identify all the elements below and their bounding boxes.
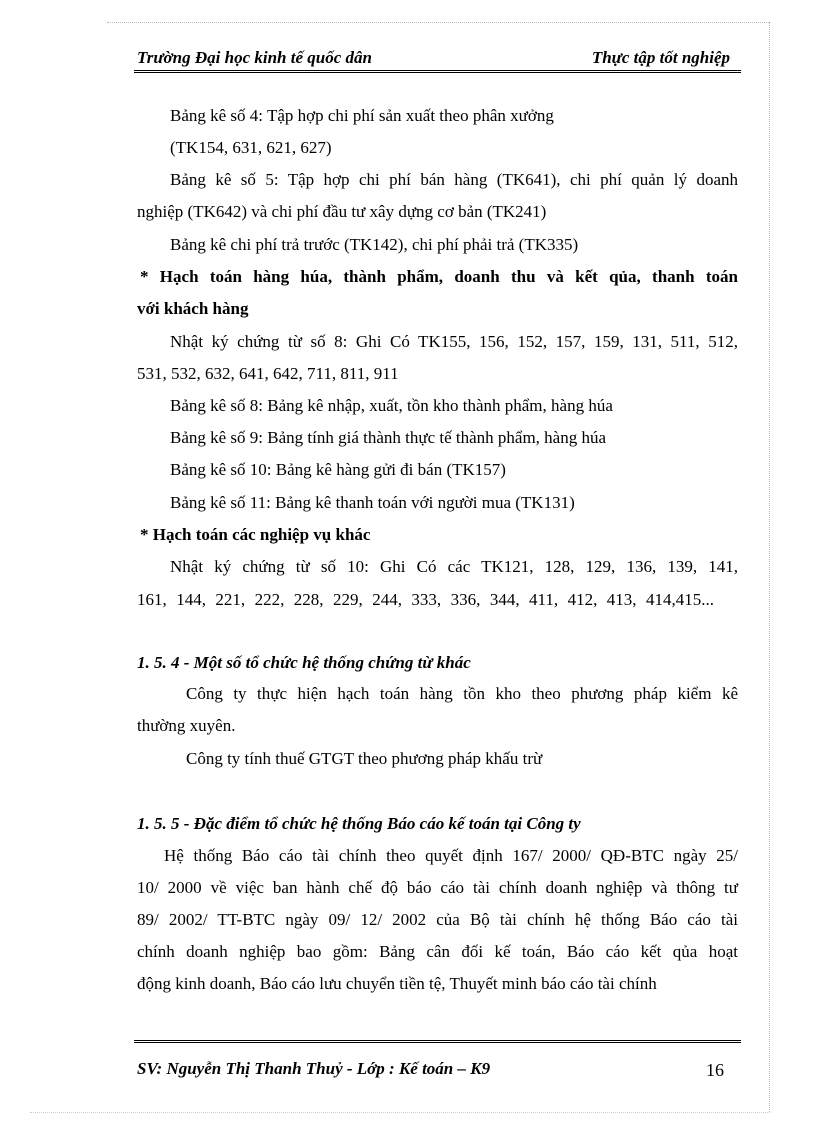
- para-bao-cao-4: chính doanh nghiệp bao gồm: Bảng cân đối kế toán, Báo cáo kết qủa hoạt: [137, 942, 738, 961]
- page-number: 16: [706, 1060, 724, 1080]
- heading-hach-toan-hang-hoa: * Hạch toán hàng húa, thành phẩm, doanh thu và kết qủa, thanh toán: [140, 267, 738, 286]
- section-heading-1-5-5: 1. 5. 5 - Đặc điểm tổ chức hệ thống Báo cáo kế toán tại Công ty: [137, 814, 581, 833]
- para-hang-ton-kho: Công ty thực hiện hạch toán hàng tồn kho theo phương pháp kiểm kê: [186, 684, 738, 703]
- header-rule: [134, 70, 741, 73]
- header-title: Thực tập tốt nghiệp: [591, 48, 730, 67]
- page-frame-bottom: [30, 1112, 770, 1114]
- line-bang-ke-11: Bảng kê số 11: Bảng kê thanh toán với người mua (TK131): [170, 493, 575, 512]
- line-bang-ke-9: Bảng kê số 9: Bảng tính giá thành thực tế thành phẩm, hàng húa: [170, 428, 607, 447]
- para-bao-cao-5: động kinh doanh, Báo cáo lưu chuyển tiền tệ, Thuyết minh báo cáo tài chính: [137, 974, 657, 993]
- para-thue-gtgt: Công ty tính thuế GTGT theo phương pháp khấu trừ: [186, 749, 543, 768]
- line-bang-ke-10: Bảng kê số 10: Bảng kê hàng gửi đi bán (TK157): [170, 460, 506, 479]
- line-chi-phi-tra-truoc: Bảng kê chi phí trả trước (TK142), chi phí phải trả (TK335): [170, 235, 579, 254]
- line-nkct-10: Nhật ký chứng từ số 10: Ghi Có các TK121, 128, 129, 136, 139, 141,: [170, 557, 738, 576]
- para-bao-cao-2: 10/ 2000 về việc ban hành chế độ báo cáo tài chính doanh nghiệp và thông tư: [137, 878, 738, 897]
- para-bao-cao-1: Hệ thống Báo cáo tài chính theo quyết định 167/ 2000/ QĐ-BTC ngày 25/: [164, 846, 738, 865]
- line-nkct-8-cont: 531, 532, 632, 641, 642, 711, 811, 911: [137, 364, 399, 383]
- footer-student: SV: Nguyễn Thị Thanh Thuỷ - Lớp : Kế toán – K9: [137, 1059, 491, 1078]
- page-frame-right: [769, 22, 771, 1112]
- line-tk642: nghiệp (TK642) và chi phí đầu tư xây dựng cơ bản (TK241): [137, 202, 547, 221]
- header-school: Trường Đại học kinh tế quốc dân: [137, 48, 372, 67]
- line-bang-ke-5: Bảng kê số 5: Tập hợp chi phí bán hàng (TK641), chi phí quản lý doanh: [170, 170, 738, 189]
- footer-rule: [134, 1040, 741, 1043]
- line-nkct-8: Nhật ký chứng từ số 8: Ghi Có TK155, 156, 152, 157, 159, 131, 511, 512,: [170, 332, 738, 351]
- section-heading-1-5-4: 1. 5. 4 - Một số tổ chức hệ thống chứng từ khác: [137, 653, 471, 672]
- heading-voi-khach-hang: với khách hàng: [137, 299, 249, 318]
- line-nkct-10-cont: 161, 144, 221, 222, 228, 229, 244, 333, 336, 344, 411, 412, 413, 414,415...: [137, 590, 714, 609]
- heading-nghiep-vu-khac: * Hạch toán các nghiệp vụ khác: [140, 525, 371, 544]
- line-bang-ke-4: Bảng kê số 4: Tập hợp chi phí sản xuất theo phân xưởng: [170, 106, 554, 125]
- para-hang-ton-kho-cont: thường xuyên.: [137, 716, 236, 735]
- line-tk154: (TK154, 631, 621, 627): [170, 138, 332, 157]
- page-frame-top: [107, 22, 769, 24]
- line-bang-ke-8: Bảng kê số 8: Bảng kê nhập, xuất, tồn kho thành phẩm, hàng húa: [170, 396, 613, 415]
- para-bao-cao-3: 89/ 2002/ TT-BTC ngày 09/ 12/ 2002 của Bộ tài chính hệ thống Báo cáo tài: [137, 910, 738, 929]
